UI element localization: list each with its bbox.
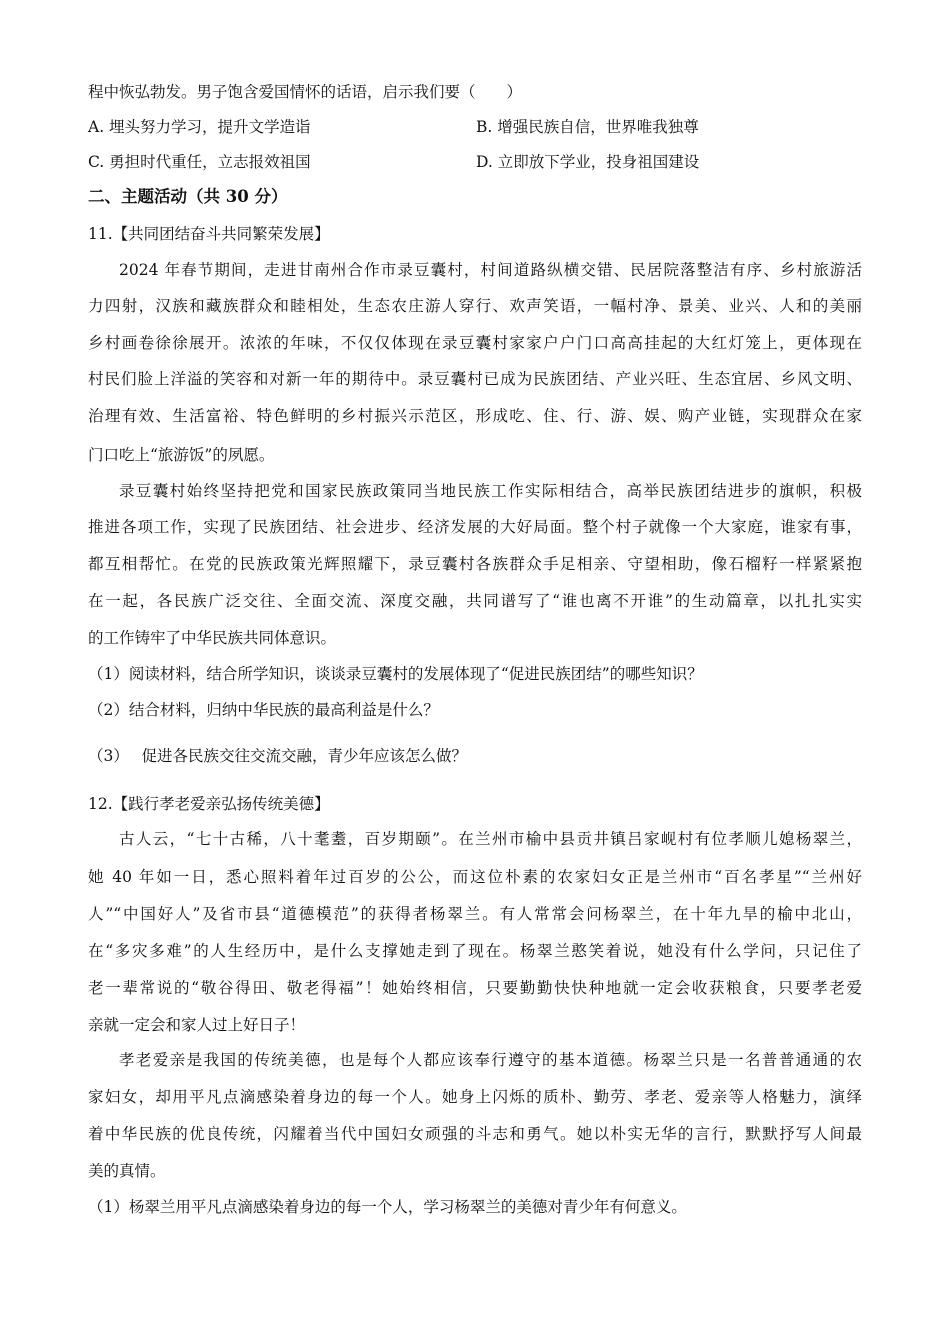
q11-p1-line: 力四射，汉族和藏族群众和睦相处，生态农庄游人穿行、欢声笑语，一幅村净、景美、业兴、人和的美丽 — [88, 297, 862, 315]
q11-p2-line: 的工作铸牢了中华民族共同体意识。 — [88, 629, 337, 647]
q11-p2-line: 都互相帮忙。在党的民族政策光辉照耀下，录豆囊村各族群众手足相亲、守望相助，像石榴籽一样紧紧抱 — [88, 555, 862, 573]
q12-p1-line: 她 40 年如一日，悉心照料着年过百岁的公公，而这位朴素的农家妇女正是兰州市“百名孝星”“兰州好 — [88, 868, 862, 886]
q12-p2-line: 孝老爱亲是我国的传统美德，也是每个人都应该奉行遵守的基本道德。杨翠兰只是一名普普通通的农 — [119, 1051, 862, 1069]
q11-p2-line: 录豆囊村始终坚持把党和国家民族政策同当地民族工作实际相结合，高举民族团结进步的旗帜，积极 — [119, 482, 862, 500]
q11-subquestion-2: （2）结合材料，归纳中华民族的最高利益是什么？ — [88, 701, 439, 719]
q12-subquestion-1: （1）杨翠兰用平凡点滴感染着身边的每一个人，学习杨翠兰的美德对青少年有何意义。 — [88, 1198, 687, 1216]
q11-subquestion-1: （1）阅读材料，结合所学知识，谈谈录豆囊村的发展体现了“促进民族团结”的哪些知识？ — [88, 665, 703, 683]
q11-p1-line: 村民们脸上洋溢的笑容和对新一年的期待中。录豆囊村已成为民族团结、产业兴旺、生态宜居、乡风文明、 — [88, 370, 862, 388]
q12-p1-line: 在“多灾多难”的人生经历中，是什么支撑她走到了现在。杨翠兰憨笑着说，她没有什么学问，只记住了 — [88, 942, 862, 960]
q11-p2-line: 在一起，各民族广泛交往、全面交流、深度交融，共同谱写了“谁也离不开谁”的生动篇章，以扎扎实实 — [88, 592, 862, 610]
q11-p1-line: 乡村画卷徐徐展开。浓浓的年味，不仅仅体现在录豆囊村家家户户门口高高挂起的大红灯笼上，更体现在 — [88, 334, 862, 352]
q11-p1-line: 门口吃上“旅游饭”的夙愿。 — [88, 446, 275, 464]
section-2-title: 二、主题活动（共 30 分） — [88, 187, 288, 206]
q12-p1-line: 老一辈常说的“敬谷得田、敬老得福”！她始终相信，只要勤勤快快种地就一定会收获粮食，只要孝老爱 — [88, 979, 862, 997]
q12-p1-line: 亲就一定会和家人过上好日子！ — [88, 1016, 306, 1034]
q11-p1-line: 2024 年春节期间，走进甘南州合作市录豆囊村，村间道路纵横交错、民居院落整洁有序、乡村旅游活 — [119, 261, 862, 279]
q12-p2-line: 着中华民族的优良传统，闪耀着当代中国妇女顽强的斗志和勇气。她以朴实无华的言行，默默抒写人间最 — [88, 1125, 862, 1143]
q12-p1-line: 人”“中国好人”及省市县“道德模范”的获得者杨翠兰。有人常常会问杨翠兰，在十年九旱的榆中北山， — [88, 905, 862, 923]
q12-p1-line: 古人云，“七十古稀，八十耄耋，百岁期颐”。在兰州市榆中县贡井镇吕家岘村有位孝顺儿媳杨翠兰， — [119, 830, 862, 848]
option-c: C. 勇担时代重任，立志报效祖国 — [88, 153, 311, 171]
option-a: A. 埋头努力学习，提升文学造诣 — [88, 118, 311, 136]
question-10-stem-tail: 程中恢弘勃发。男子饱含爱国情怀的话语，启示我们要（ ） — [88, 83, 523, 101]
q11-p2-line: 推进各项工作，实现了民族团结、社会进步、经济发展的大好局面。整个村子就像一个大家庭，谁家有事， — [88, 518, 862, 536]
option-b: B. 增强民族自信，世界唯我独尊 — [476, 118, 699, 136]
option-d: D. 立即放下学业，投身祖国建设 — [476, 153, 700, 171]
question-11-title: 11.【共同团结奋斗共同繁荣发展】 — [88, 225, 330, 243]
q12-p2-line: 家妇女，却用平凡点滴感染着身边的每一个人。她身上闪烁的质朴、勤劳、孝老、爱亲等人格魅力，演绎 — [88, 1088, 862, 1106]
q11-subquestion-3: （3） 促进各民族交往交流交融，青少年应该怎么做？ — [88, 747, 468, 765]
q11-p1-line: 治理有效、生活富裕、特色鲜明的乡村振兴示范区，形成吃、住、行、游、娱、购产业链，实现群众在家 — [88, 407, 862, 425]
q12-p2-line: 美的真情。 — [88, 1162, 166, 1180]
question-12-title: 12.【践行孝老爱亲弘扬传统美德】 — [88, 795, 330, 813]
